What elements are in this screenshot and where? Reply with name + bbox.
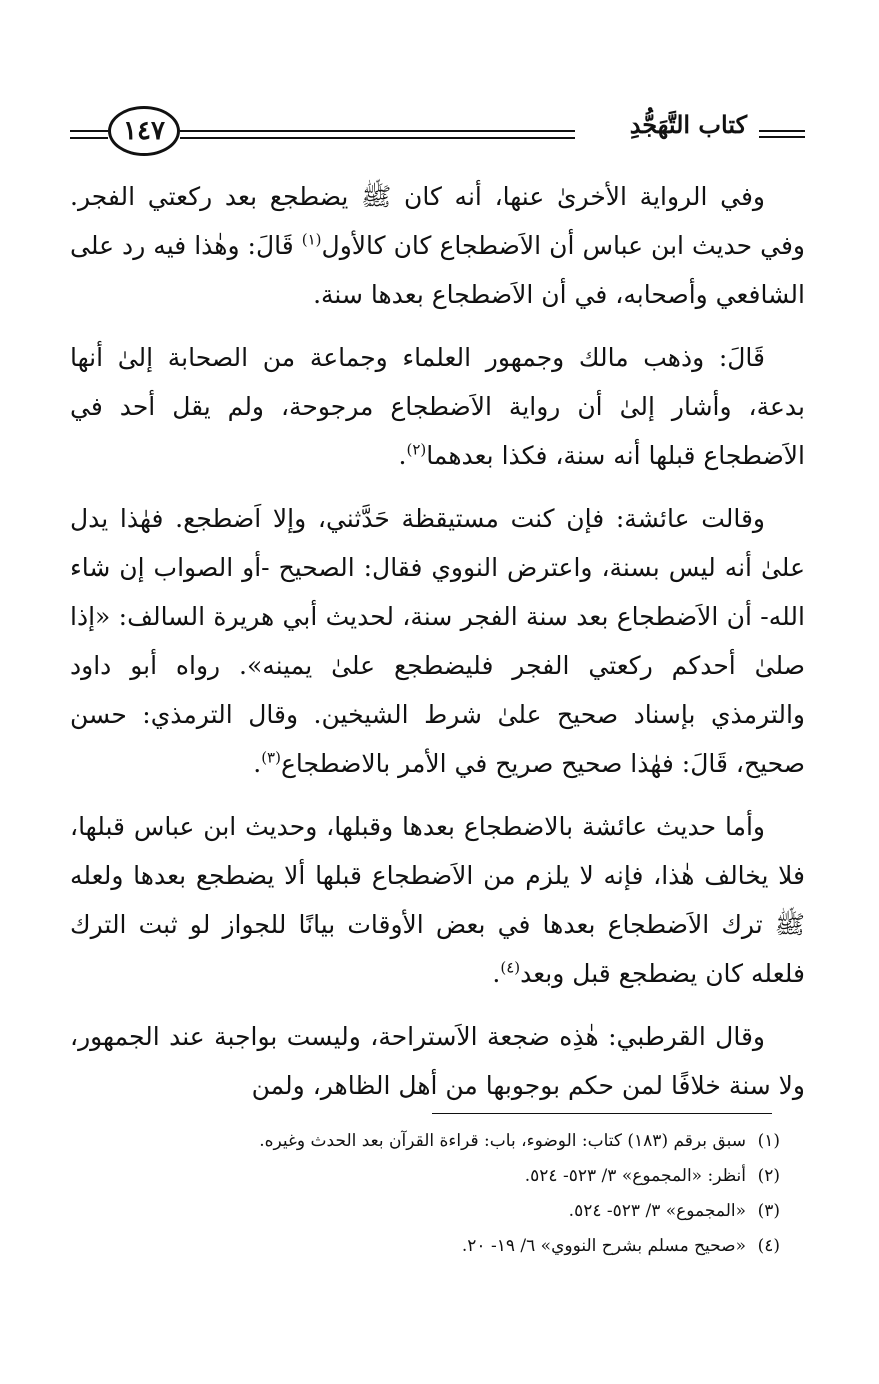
footnote-reference: (٤) xyxy=(500,958,521,977)
footnote-number: (٢) xyxy=(757,1166,780,1186)
paragraph-text: قَالَ: وهٰذا فيه رد على الشافعي وأصحابه، في أن الاَضطجاع بعدها سنة. xyxy=(70,231,805,309)
footnote-number: (٤) xyxy=(757,1236,780,1256)
paragraph-text: وأما حديث عائشة بالاضطجاع بعدها وقبلها، وحديث ابن عباس قبلها، فلا يخالف هٰذا، فإنه لا يلزم من الاَضطجاع قبلها ألا يضطجع بعدها ولعله ﷺ ترك الاَضطجاع بعدها في بعض الأوقات بيانًا للجواز لو ثبت الترك فلعله كان يضطجع قبل وبعد xyxy=(70,812,805,988)
footnote-text: «صحيح مسلم بشرح النووي» ٦/ ١٩- ٢٠. xyxy=(461,1236,746,1256)
main-text xyxy=(70,172,805,1124)
chapter-title: كتاب التَّهَجُّدِ xyxy=(629,110,747,139)
footnote-text: أنظر: «المجموع» ٣/ ٥٢٣- ٥٢٤. xyxy=(524,1166,746,1186)
paragraph-text: وقالت عائشة: فإن كنت مستيقظة حَدَّثني، وإلا اَضطجع. فهٰذا يدل علىٰ أنه ليس بسنة، واعترض النووي فقال: الصحيح -أو الصواب إن شاء الله- أن الاَضطجاع بعد سنة الفجر سنة، لحديث أبي هريرة السالف: «إذا صلىٰ أحدكم ركعتي الفجر فليضطجع علىٰ يمينه». رواه أبو داود والترمذي بإسناد صحيح علىٰ شرط الشيخين. وقال الترمذي: حسن صحيح، قَالَ: فهٰذا صحيح صريح في الأمر بالاضطجاع xyxy=(70,504,805,778)
header-rule-right xyxy=(759,130,805,132)
page-header xyxy=(70,100,805,160)
footnote xyxy=(70,1194,780,1229)
footnote-reference: (٢) xyxy=(406,440,427,459)
paragraph xyxy=(70,802,805,998)
page-number: ١٤٧ xyxy=(108,106,180,156)
paragraph-text: قَالَ: وذهب مالك وجمهور العلماء وجماعة من الصحابة إلىٰ أنها بدعة، وأشار إلىٰ أن رواية الاَضطجاع مرجوحة، ولم يقل أحد في الاَضطجاع قبلها أنه سنة، فكذا بعدهما xyxy=(70,343,805,470)
footnote-text: سبق برقم (١٨٣) كتاب: الوضوء، باب: قراءة القرآن بعد الحدث وغيره. xyxy=(259,1131,746,1151)
paragraph-text: وفي الرواية الأخرىٰ عنها، أنه كان ﷺ يضطجع بعد ركعتي الفجر. وفي حديث ابن عباس أن الاَضطجاع كان كالأول xyxy=(70,182,805,260)
paragraph xyxy=(70,1012,805,1110)
footnotes xyxy=(70,1124,780,1264)
header-rule-left xyxy=(70,130,108,132)
footnote-text: «المجموع» ٣/ ٥٢٣- ٥٢٤. xyxy=(568,1201,746,1221)
footnote-reference: (١) xyxy=(301,230,322,249)
paragraph xyxy=(70,333,805,480)
footnote-reference: (٣) xyxy=(261,748,281,767)
footnote-separator xyxy=(432,1113,772,1114)
paragraph xyxy=(70,172,805,319)
paragraph-text: . xyxy=(253,749,262,778)
paragraph xyxy=(70,494,805,788)
paragraph-text: . xyxy=(492,959,501,988)
header-rule-middle xyxy=(180,130,575,132)
footnote-number: (١) xyxy=(757,1131,780,1151)
paragraph-text: وقال القرطبي: هٰذِه ضجعة الاَستراحة، وليست بواجبة عند الجمهور، ولا سنة خلافًا لمن حكم بوجوبها من أهل الظاهر، ولمن xyxy=(70,1022,805,1100)
footnote xyxy=(70,1229,780,1264)
paragraph-text: . xyxy=(398,441,407,470)
footnote xyxy=(70,1124,780,1159)
footnote-number: (٣) xyxy=(757,1201,780,1221)
footnote xyxy=(70,1159,780,1194)
